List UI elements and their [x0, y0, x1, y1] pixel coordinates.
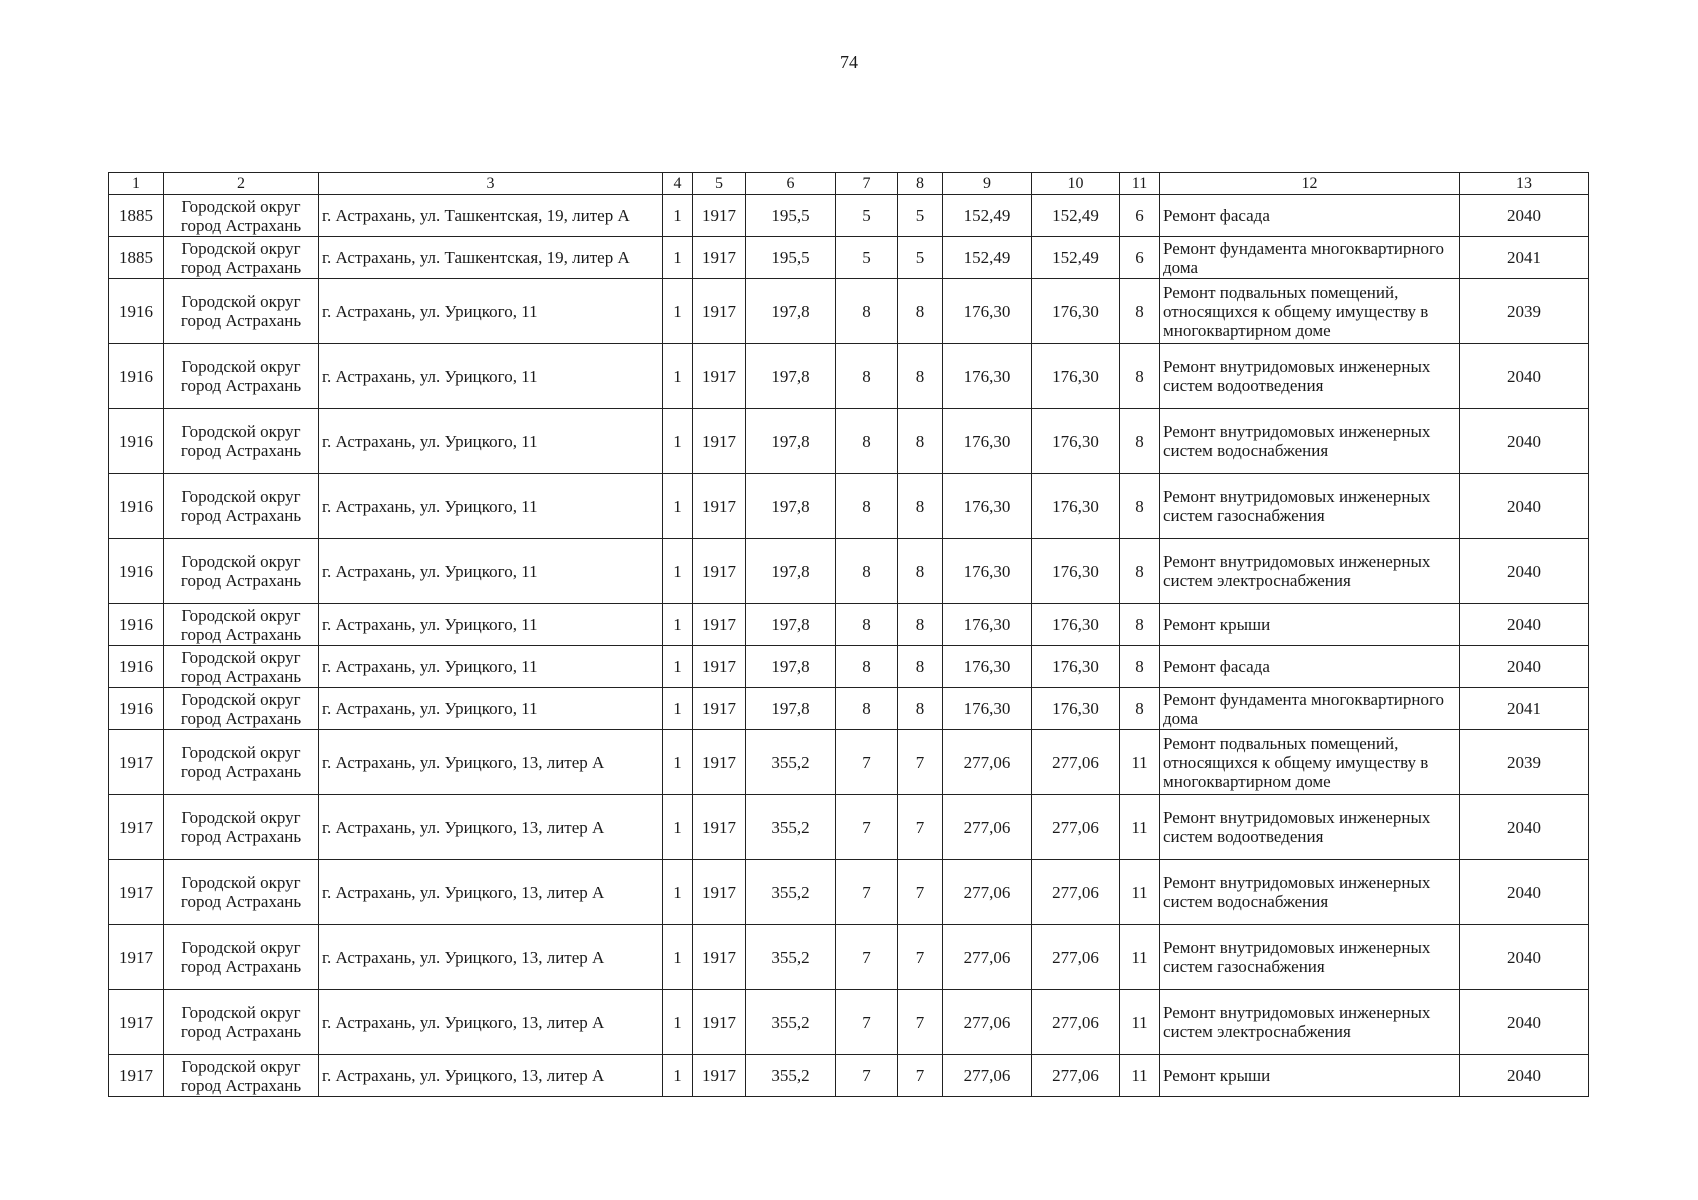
- cell-year: 1917: [693, 604, 746, 646]
- cell-col10: 176,30: [1032, 279, 1120, 344]
- cell-col7: 8: [836, 409, 898, 474]
- cell-number: 1885: [109, 237, 164, 279]
- cell-address: г. Астрахань, ул. Урицкого, 11: [319, 279, 663, 344]
- cell-work-type: Ремонт внутридомовых инженерных систем электроснабжения: [1160, 539, 1460, 604]
- cell-number: 1917: [109, 1055, 164, 1097]
- cell-year: 1917: [693, 237, 746, 279]
- cell-col4: 1: [663, 195, 693, 237]
- table-row: [109, 474, 1589, 539]
- cell-col10: 176,30: [1032, 688, 1120, 730]
- cell-address: г. Астрахань, ул. Урицкого, 11: [319, 344, 663, 409]
- column-header: 13: [1460, 173, 1589, 195]
- cell-col4: 1: [663, 860, 693, 925]
- cell-col7: 8: [836, 688, 898, 730]
- cell-col4: 1: [663, 646, 693, 688]
- cell-col4: 1: [663, 237, 693, 279]
- cell-col9: 152,49: [943, 195, 1032, 237]
- table-row: [109, 730, 1589, 795]
- cell-number: 1916: [109, 474, 164, 539]
- cell-number: 1917: [109, 860, 164, 925]
- cell-col10: 277,06: [1032, 730, 1120, 795]
- cell-planned-year: 2040: [1460, 646, 1589, 688]
- cell-address: г. Астрахань, ул. Урицкого, 13, литер А: [319, 730, 663, 795]
- cell-col8: 8: [898, 604, 943, 646]
- cell-work-type: Ремонт крыши: [1160, 604, 1460, 646]
- column-header: 3: [319, 173, 663, 195]
- cell-col10: 277,06: [1032, 860, 1120, 925]
- cell-address: г. Астрахань, ул. Ташкентская, 19, литер А: [319, 195, 663, 237]
- cell-planned-year: 2040: [1460, 195, 1589, 237]
- column-header: 4: [663, 173, 693, 195]
- cell-year: 1917: [693, 990, 746, 1055]
- cell-col9: 277,06: [943, 730, 1032, 795]
- cell-address: г. Астрахань, ул. Урицкого, 13, литер А: [319, 795, 663, 860]
- cell-col11: 8: [1120, 539, 1160, 604]
- cell-area: 355,2: [746, 730, 836, 795]
- cell-municipality: Городской округ город Астрахань: [164, 195, 319, 237]
- cell-col9: 277,06: [943, 990, 1032, 1055]
- cell-address: г. Астрахань, ул. Урицкого, 13, литер А: [319, 925, 663, 990]
- cell-col8: 7: [898, 730, 943, 795]
- cell-col4: 1: [663, 279, 693, 344]
- cell-municipality: Городской округ город Астрахань: [164, 646, 319, 688]
- cell-municipality: Городской округ город Астрахань: [164, 539, 319, 604]
- column-header: 12: [1160, 173, 1460, 195]
- cell-planned-year: 2040: [1460, 604, 1589, 646]
- cell-col9: 176,30: [943, 344, 1032, 409]
- table-row: [109, 539, 1589, 604]
- column-header: 5: [693, 173, 746, 195]
- cell-col10: 176,30: [1032, 646, 1120, 688]
- cell-col11: 6: [1120, 237, 1160, 279]
- cell-col8: 7: [898, 795, 943, 860]
- cell-col11: 11: [1120, 925, 1160, 990]
- cell-municipality: Городской округ город Астрахань: [164, 795, 319, 860]
- cell-col7: 7: [836, 1055, 898, 1097]
- cell-work-type: Ремонт фундамента многоквартирного дома: [1160, 237, 1460, 279]
- cell-municipality: Городской округ город Астрахань: [164, 604, 319, 646]
- table-row: [109, 925, 1589, 990]
- cell-col7: 7: [836, 860, 898, 925]
- cell-planned-year: 2040: [1460, 474, 1589, 539]
- cell-col9: 277,06: [943, 925, 1032, 990]
- cell-address: г. Астрахань, ул. Урицкого, 11: [319, 539, 663, 604]
- register-table: [108, 172, 1589, 1097]
- cell-year: 1917: [693, 688, 746, 730]
- cell-col7: 7: [836, 990, 898, 1055]
- cell-col4: 1: [663, 409, 693, 474]
- cell-area: 197,8: [746, 344, 836, 409]
- cell-col9: 277,06: [943, 860, 1032, 925]
- cell-col9: 277,06: [943, 1055, 1032, 1097]
- cell-planned-year: 2039: [1460, 279, 1589, 344]
- column-header: 1: [109, 173, 164, 195]
- table-row: [109, 688, 1589, 730]
- cell-year: 1917: [693, 195, 746, 237]
- cell-col9: 176,30: [943, 688, 1032, 730]
- cell-col7: 8: [836, 474, 898, 539]
- cell-number: 1916: [109, 539, 164, 604]
- cell-year: 1917: [693, 646, 746, 688]
- cell-col10: 176,30: [1032, 539, 1120, 604]
- table-row: [109, 604, 1589, 646]
- cell-col7: 7: [836, 925, 898, 990]
- cell-address: г. Астрахань, ул. Урицкого, 13, литер А: [319, 990, 663, 1055]
- cell-year: 1917: [693, 409, 746, 474]
- cell-municipality: Городской округ город Астрахань: [164, 237, 319, 279]
- cell-col10: 152,49: [1032, 195, 1120, 237]
- cell-col11: 8: [1120, 604, 1160, 646]
- cell-col11: 8: [1120, 344, 1160, 409]
- cell-municipality: Городской округ город Астрахань: [164, 860, 319, 925]
- cell-col4: 1: [663, 688, 693, 730]
- column-header: 6: [746, 173, 836, 195]
- cell-col10: 277,06: [1032, 795, 1120, 860]
- cell-col4: 1: [663, 344, 693, 409]
- cell-col8: 8: [898, 539, 943, 604]
- cell-col8: 8: [898, 474, 943, 539]
- cell-number: 1885: [109, 195, 164, 237]
- table-row: [109, 344, 1589, 409]
- table-row: [109, 1055, 1589, 1097]
- cell-col9: 176,30: [943, 539, 1032, 604]
- cell-col10: 152,49: [1032, 237, 1120, 279]
- cell-year: 1917: [693, 344, 746, 409]
- table-row: [109, 237, 1589, 279]
- cell-planned-year: 2039: [1460, 730, 1589, 795]
- cell-year: 1917: [693, 539, 746, 604]
- table-row: [109, 860, 1589, 925]
- cell-planned-year: 2040: [1460, 860, 1589, 925]
- cell-col8: 8: [898, 646, 943, 688]
- cell-work-type: Ремонт внутридомовых инженерных систем газоснабжения: [1160, 925, 1460, 990]
- cell-col8: 7: [898, 860, 943, 925]
- cell-col10: 277,06: [1032, 990, 1120, 1055]
- cell-work-type: Ремонт подвальных помещений, относящихся к общему имуществу в многоквартирном доме: [1160, 279, 1460, 344]
- cell-col11: 11: [1120, 860, 1160, 925]
- cell-work-type: Ремонт внутридомовых инженерных систем водоотведения: [1160, 344, 1460, 409]
- cell-planned-year: 2040: [1460, 1055, 1589, 1097]
- cell-municipality: Городской округ город Астрахань: [164, 344, 319, 409]
- cell-number: 1916: [109, 279, 164, 344]
- cell-address: г. Астрахань, ул. Урицкого, 11: [319, 604, 663, 646]
- cell-col10: 176,30: [1032, 409, 1120, 474]
- cell-number: 1917: [109, 990, 164, 1055]
- cell-col8: 7: [898, 1055, 943, 1097]
- cell-municipality: Городской округ город Астрахань: [164, 409, 319, 474]
- cell-area: 197,8: [746, 688, 836, 730]
- cell-col11: 8: [1120, 688, 1160, 730]
- cell-col8: 8: [898, 279, 943, 344]
- cell-col7: 7: [836, 730, 898, 795]
- cell-planned-year: 2040: [1460, 409, 1589, 474]
- cell-area: 197,8: [746, 646, 836, 688]
- cell-planned-year: 2040: [1460, 925, 1589, 990]
- cell-planned-year: 2040: [1460, 795, 1589, 860]
- cell-col7: 5: [836, 237, 898, 279]
- cell-col9: 277,06: [943, 795, 1032, 860]
- cell-address: г. Астрахань, ул. Урицкого, 11: [319, 688, 663, 730]
- cell-year: 1917: [693, 925, 746, 990]
- cell-col11: 11: [1120, 1055, 1160, 1097]
- cell-work-type: Ремонт внутридомовых инженерных систем водоотведения: [1160, 795, 1460, 860]
- cell-work-type: Ремонт внутридомовых инженерных систем водоснабжения: [1160, 860, 1460, 925]
- cell-col7: 8: [836, 646, 898, 688]
- cell-col10: 277,06: [1032, 925, 1120, 990]
- cell-number: 1916: [109, 344, 164, 409]
- column-header: 9: [943, 173, 1032, 195]
- cell-address: г. Астрахань, ул. Урицкого, 11: [319, 409, 663, 474]
- cell-area: 355,2: [746, 925, 836, 990]
- cell-planned-year: 2041: [1460, 237, 1589, 279]
- cell-area: 197,8: [746, 539, 836, 604]
- cell-col4: 1: [663, 474, 693, 539]
- cell-municipality: Городской округ город Астрахань: [164, 1055, 319, 1097]
- cell-col9: 152,49: [943, 237, 1032, 279]
- cell-year: 1917: [693, 795, 746, 860]
- cell-work-type: Ремонт фасада: [1160, 646, 1460, 688]
- cell-year: 1917: [693, 1055, 746, 1097]
- table-body: [109, 195, 1589, 1097]
- column-header: 2: [164, 173, 319, 195]
- cell-col11: 8: [1120, 646, 1160, 688]
- cell-municipality: Городской округ город Астрахань: [164, 730, 319, 795]
- cell-col11: 8: [1120, 409, 1160, 474]
- table-row: [109, 195, 1589, 237]
- cell-col8: 8: [898, 688, 943, 730]
- column-header: 8: [898, 173, 943, 195]
- cell-municipality: Городской округ город Астрахань: [164, 279, 319, 344]
- cell-planned-year: 2040: [1460, 990, 1589, 1055]
- cell-col7: 8: [836, 344, 898, 409]
- cell-col4: 1: [663, 1055, 693, 1097]
- cell-number: 1917: [109, 730, 164, 795]
- cell-planned-year: 2040: [1460, 539, 1589, 604]
- cell-work-type: Ремонт крыши: [1160, 1055, 1460, 1097]
- table-row: [109, 990, 1589, 1055]
- cell-number: 1916: [109, 604, 164, 646]
- cell-work-type: Ремонт внутридомовых инженерных систем водоснабжения: [1160, 409, 1460, 474]
- cell-col9: 176,30: [943, 646, 1032, 688]
- cell-area: 355,2: [746, 1055, 836, 1097]
- cell-work-type: Ремонт фундамента многоквартирного дома: [1160, 688, 1460, 730]
- cell-municipality: Городской округ город Астрахань: [164, 925, 319, 990]
- cell-area: 355,2: [746, 795, 836, 860]
- cell-col7: 8: [836, 539, 898, 604]
- table-row: [109, 646, 1589, 688]
- cell-area: 197,8: [746, 604, 836, 646]
- page-number: 74: [840, 52, 858, 72]
- table-header: [109, 173, 1589, 195]
- table-row: [109, 795, 1589, 860]
- cell-area: 195,5: [746, 195, 836, 237]
- cell-col11: 11: [1120, 795, 1160, 860]
- cell-municipality: Городской округ город Астрахань: [164, 990, 319, 1055]
- cell-col11: 11: [1120, 990, 1160, 1055]
- cell-col11: 11: [1120, 730, 1160, 795]
- cell-col8: 5: [898, 195, 943, 237]
- cell-number: 1916: [109, 646, 164, 688]
- cell-year: 1917: [693, 279, 746, 344]
- cell-municipality: Городской округ город Астрахань: [164, 474, 319, 539]
- cell-col10: 176,30: [1032, 474, 1120, 539]
- cell-col9: 176,30: [943, 604, 1032, 646]
- cell-col4: 1: [663, 730, 693, 795]
- cell-col11: 8: [1120, 279, 1160, 344]
- cell-col8: 8: [898, 344, 943, 409]
- cell-area: 197,8: [746, 474, 836, 539]
- column-header: 7: [836, 173, 898, 195]
- cell-address: г. Астрахань, ул. Урицкого, 13, литер А: [319, 860, 663, 925]
- cell-work-type: Ремонт подвальных помещений, относящихся к общему имуществу в многоквартирном доме: [1160, 730, 1460, 795]
- cell-col11: 8: [1120, 474, 1160, 539]
- cell-address: г. Астрахань, ул. Урицкого, 11: [319, 646, 663, 688]
- cell-col7: 8: [836, 279, 898, 344]
- header-row: [109, 173, 1589, 195]
- cell-col10: 176,30: [1032, 604, 1120, 646]
- cell-col8: 8: [898, 409, 943, 474]
- cell-col8: 7: [898, 990, 943, 1055]
- cell-col8: 5: [898, 237, 943, 279]
- cell-area: 197,8: [746, 279, 836, 344]
- cell-col4: 1: [663, 539, 693, 604]
- cell-address: г. Астрахань, ул. Урицкого, 11: [319, 474, 663, 539]
- cell-planned-year: 2041: [1460, 688, 1589, 730]
- table-row: [109, 279, 1589, 344]
- cell-col10: 277,06: [1032, 1055, 1120, 1097]
- cell-year: 1917: [693, 860, 746, 925]
- cell-address: г. Астрахань, ул. Урицкого, 13, литер А: [319, 1055, 663, 1097]
- column-header: 11: [1120, 173, 1160, 195]
- cell-col8: 7: [898, 925, 943, 990]
- cell-col4: 1: [663, 795, 693, 860]
- cell-col7: 5: [836, 195, 898, 237]
- cell-number: 1916: [109, 409, 164, 474]
- cell-col7: 8: [836, 604, 898, 646]
- table-row: [109, 409, 1589, 474]
- cell-col4: 1: [663, 925, 693, 990]
- cell-year: 1917: [693, 730, 746, 795]
- cell-work-type: Ремонт внутридомовых инженерных систем электроснабжения: [1160, 990, 1460, 1055]
- cell-area: 355,2: [746, 990, 836, 1055]
- cell-year: 1917: [693, 474, 746, 539]
- cell-col9: 176,30: [943, 409, 1032, 474]
- cell-col9: 176,30: [943, 474, 1032, 539]
- cell-area: 195,5: [746, 237, 836, 279]
- cell-area: 355,2: [746, 860, 836, 925]
- cell-area: 197,8: [746, 409, 836, 474]
- cell-col11: 6: [1120, 195, 1160, 237]
- cell-work-type: Ремонт фасада: [1160, 195, 1460, 237]
- cell-planned-year: 2040: [1460, 344, 1589, 409]
- cell-col10: 176,30: [1032, 344, 1120, 409]
- cell-address: г. Астрахань, ул. Ташкентская, 19, литер А: [319, 237, 663, 279]
- cell-number: 1917: [109, 925, 164, 990]
- cell-work-type: Ремонт внутридомовых инженерных систем газоснабжения: [1160, 474, 1460, 539]
- cell-col4: 1: [663, 604, 693, 646]
- cell-col7: 7: [836, 795, 898, 860]
- cell-col9: 176,30: [943, 279, 1032, 344]
- cell-municipality: Городской округ город Астрахань: [164, 688, 319, 730]
- cell-col4: 1: [663, 990, 693, 1055]
- column-header: 10: [1032, 173, 1120, 195]
- cell-number: 1916: [109, 688, 164, 730]
- cell-number: 1917: [109, 795, 164, 860]
